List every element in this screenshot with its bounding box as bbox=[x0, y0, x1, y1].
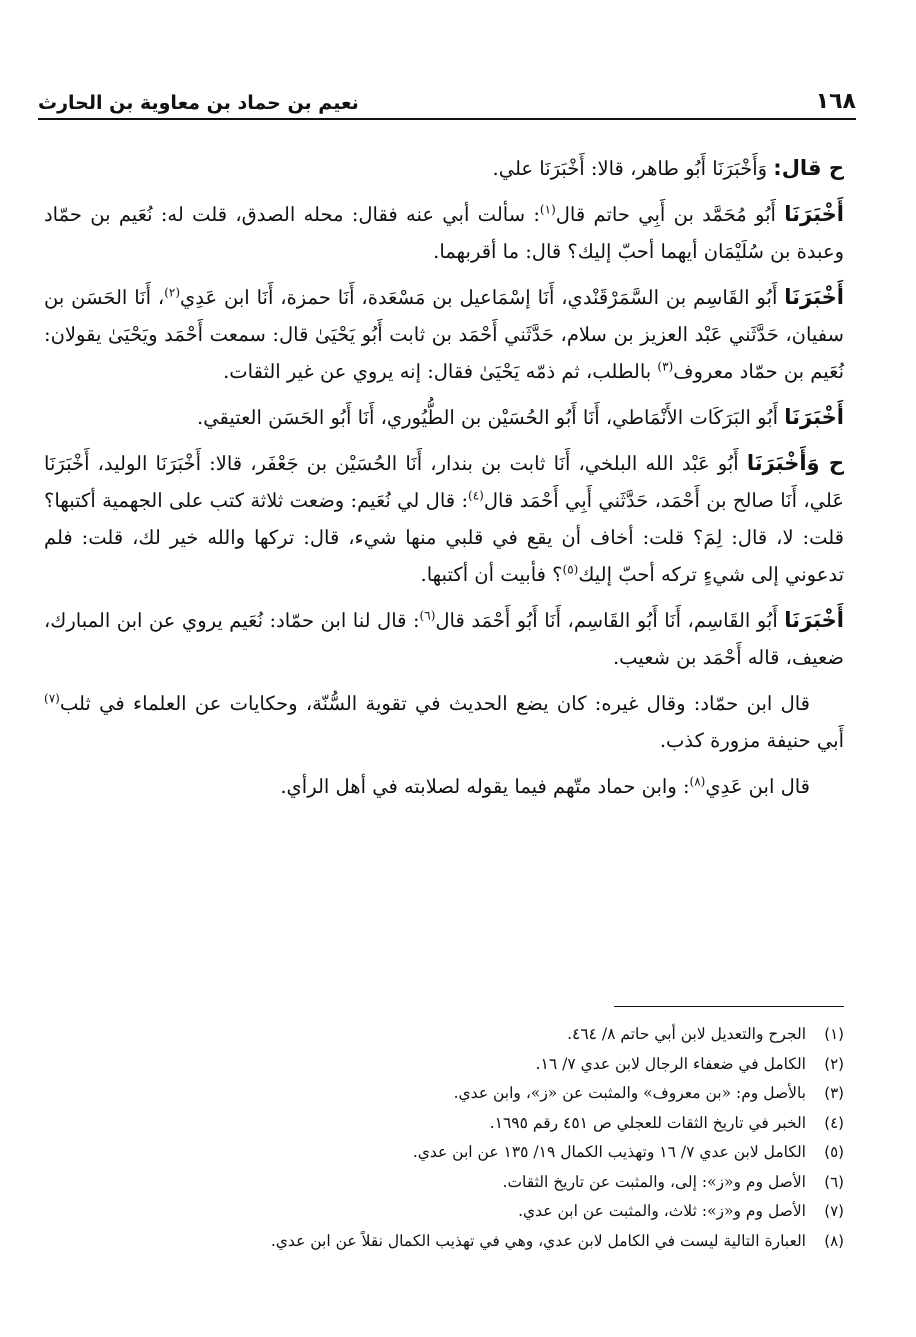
footnote-text: الخبر في تاريخ الثقات للعجلي ص ٤٥١ رقم ١٦٩٥. bbox=[489, 1113, 806, 1132]
paragraph-lead: أَخْبَرَنَا bbox=[784, 285, 844, 309]
footnote-separator bbox=[614, 1006, 844, 1007]
paragraph bbox=[44, 399, 844, 436]
paragraph bbox=[44, 602, 844, 676]
paragraph-text: قال ابن عَدِي bbox=[705, 775, 810, 798]
footnote-number: (٧) bbox=[824, 1202, 844, 1220]
paragraph bbox=[44, 685, 844, 759]
footnote bbox=[44, 1109, 844, 1139]
footnote-number: (٣) bbox=[824, 1084, 844, 1102]
footnote bbox=[44, 1227, 844, 1257]
paragraph-text: أَبُو البَرَكَات الأَنْمَاطي، أَنَا أَبُو الحُسَيْن بن الطُّيُوري، أَنَا أَبُو الحَسَن العتيقي. bbox=[197, 406, 785, 429]
footnote-marker: (١) bbox=[539, 202, 556, 217]
footnote bbox=[44, 1168, 844, 1198]
paragraph-lead: ح وَأَخْبَرَنَا bbox=[746, 451, 844, 475]
page-header bbox=[38, 78, 856, 120]
paragraph-lead: أَخْبَرَنَا bbox=[784, 202, 844, 226]
footnote-text: الكامل لابن عدي ٧/ ١٦ وتهذيب الكمال ١٩/ ١٣٥ عن ابن عدي. bbox=[412, 1143, 806, 1161]
main-text bbox=[44, 150, 844, 814]
footnote-number: (١) bbox=[824, 1025, 844, 1043]
paragraph-lead: ح قال: bbox=[773, 156, 844, 180]
footnote-marker: (٧) bbox=[44, 691, 60, 706]
footnote-marker: (٢) bbox=[164, 285, 181, 300]
paragraph-text: بالطلب، ثم ذمّه يَحْيَىٰ فقال: إنه يروي عن غير الثقات. bbox=[223, 360, 658, 383]
footnote-number: (٨) bbox=[824, 1231, 844, 1250]
footnotes bbox=[44, 1020, 844, 1256]
paragraph-text: أَبُو مُحَمَّد بن أَبِي حاتم قال bbox=[555, 203, 785, 226]
footnote-number: (٦) bbox=[824, 1172, 844, 1191]
paragraph-text: : وابن حماد متّهم فيما يقوله لصلابته في أهل الرأي. bbox=[280, 775, 690, 798]
footnote bbox=[44, 1138, 844, 1168]
footnote bbox=[44, 1050, 844, 1080]
paragraph-text: ، أَنَا الحَسَن بن سفيان، حَدَّثَني عَبْد العزيز بن سلام، حَدَّثَني أَحْمَد بن ثابت أَبُو يَحْيَىٰ قال: سمعت أَحْمَد ويَحْيَىٰ يقولان: نُعَيم بن حمّاد معروف bbox=[44, 286, 844, 383]
paragraph bbox=[44, 196, 844, 270]
footnote-number: (٢) bbox=[824, 1054, 844, 1073]
paragraph bbox=[44, 445, 844, 593]
paragraph-lead: أَخْبَرَنَا bbox=[784, 608, 844, 632]
footnote-marker: (٣) bbox=[657, 359, 674, 374]
paragraph-text: قال ابن حمّاد: وقال غيره: كان يضع الحديث في تقوية السُّنّة، وحكايات عن العلماء في ثلب bbox=[59, 692, 810, 715]
footnote-marker: (٨) bbox=[689, 774, 706, 789]
footnote-marker: (٦) bbox=[419, 608, 436, 623]
paragraph-text: وَأَخْبَرَنَا أَبُو طاهر، قالا: أَخْبَرَنَا علي. bbox=[492, 157, 774, 180]
footnote-text: الكامل في ضعفاء الرجال لابن عدي ٧/ ١٦. bbox=[535, 1054, 806, 1073]
paragraph bbox=[44, 150, 844, 187]
running-title: نعيم بن حماد بن معاوية بن الحارث bbox=[38, 92, 359, 114]
footnote bbox=[44, 1079, 844, 1109]
page-number: ١٦٨ bbox=[815, 89, 856, 114]
footnote-number: (٥) bbox=[824, 1143, 844, 1161]
paragraph-lead: أَخْبَرَنَا bbox=[784, 405, 844, 429]
footnote-marker: (٥) bbox=[562, 562, 579, 577]
paragraph-text: : سألت أبي عنه فقال: محله الصدق، قلت له: نُعَيم بن حمّاد وعبدة بن سُلَيْمَان أيهما أحبّ إليك؟ قال: ما أقربهما. bbox=[44, 203, 844, 263]
paragraph-text: أَبُو عَبْد الله البلخي، أَنَا ثابت بن بندار، أَنَا الحُسَيْن بن جَعْفَر، قالا: أَخْبَرَنَا الوليد، أَخْبَرَنَا عَلي، أَنَا صالح بن أَحْمَد، حَدَّثَني أَبِي أَحْمَد قال bbox=[44, 452, 845, 512]
footnote bbox=[44, 1197, 844, 1227]
footnote-text: الأصل وم و«ز»: ثلاث، والمثبت عن ابن عدي. bbox=[518, 1202, 806, 1220]
paragraph-text: أَبُو القَاسِم بن السَّمَرْقَنْدي، أَنَا إسْمَاعيل بن مَسْعَدة، أَنَا حمزة، أَنَا ابن عَدِي bbox=[180, 286, 785, 309]
footnote-marker: (٤) bbox=[468, 488, 484, 503]
paragraph bbox=[44, 279, 844, 390]
paragraph-text: ؟ فأبيت أن أكتبها. bbox=[420, 563, 563, 586]
paragraph-text: أَبي حنيفة مزورة كذب. bbox=[659, 729, 844, 752]
footnote-text: الأصل وم و«ز»: إلى، والمثبت عن تاريخ الثقات. bbox=[502, 1172, 806, 1191]
paragraph-text: : قال لنا ابن حمّاد: نُعَيم يروي عن ابن المبارك، ضعيف، قاله أَحْمَد بن شعيب. bbox=[44, 609, 844, 669]
footnote bbox=[44, 1020, 844, 1050]
footnote-text: الجرح والتعديل لابن أبي حاتم ٨/ ٤٦٤. bbox=[567, 1025, 806, 1043]
footnote-text: بالأصل وم: «بن معروف» والمثبت عن «ز»، وابن عدي. bbox=[453, 1084, 806, 1102]
footnote-number: (٤) bbox=[824, 1113, 844, 1132]
paragraph-text: : قال لي نُعَيم: وضعت ثلاثة كتب على الجهمية أكتبها؟ قلت: لا، قال: لِمَ؟ قلت: أخاف أن يقع في قلبي منها شيء، قال: تركها والله خير لك، قلت: فلم تدعوني إلى شيءٍ تركه أحبّ إليك bbox=[44, 489, 844, 586]
footnote-text: العبارة التالية ليست في الكامل لابن عدي، وهي في تهذيب الكمال نقلاً عن ابن عدي. bbox=[270, 1231, 806, 1250]
paragraph-text: أَبُو القَاسِم، أَنَا أَبُو القَاسِم، أَنَا أَبُو أَحْمَد قال bbox=[435, 609, 785, 632]
paragraph bbox=[44, 768, 844, 805]
